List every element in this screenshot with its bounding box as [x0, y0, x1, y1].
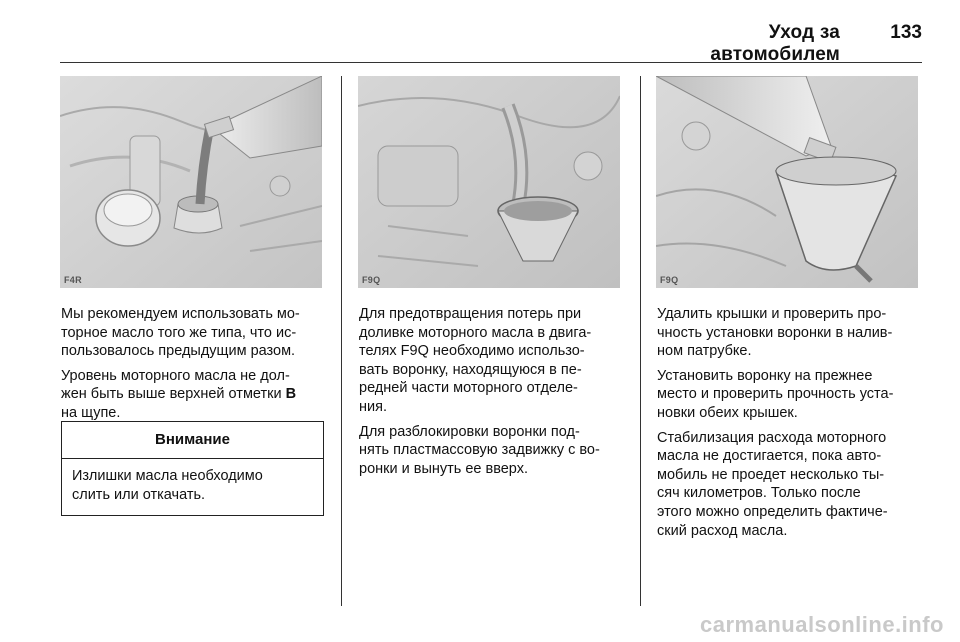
text-line: этого можно определить фактиче-	[657, 503, 888, 520]
paragraph	[359, 423, 631, 479]
text-line: Мы рекомендуем использовать мо-	[61, 306, 300, 322]
warning-title: Внимание	[62, 422, 323, 459]
column-divider	[341, 76, 342, 606]
text-line: Установить воронку на прежнее	[657, 367, 873, 384]
text-line: Удалить крышки и проверить про-	[657, 306, 887, 322]
text-line: новки обеих крышек.	[657, 404, 798, 421]
text-line: ния.	[359, 398, 387, 415]
text-line: слить или откачать.	[72, 486, 206, 503]
text-line: ронки и вынуть ее вверх.	[359, 460, 528, 477]
text-line: чность установки воронки в налив-	[657, 324, 893, 341]
text-line: нять пластмассовую задвижку с во-	[359, 442, 600, 459]
text-line: Для предотвращения потерь при	[359, 306, 582, 322]
illustration-funnel-location	[358, 76, 620, 288]
paragraph	[657, 429, 937, 541]
text-line: телях F9Q необходимо использо-	[359, 343, 585, 360]
illustration-funnel-pouring	[656, 76, 918, 288]
paragraph	[657, 305, 937, 361]
text-fragment: жен быть выше верхней отметки	[61, 386, 282, 403]
text-line: Излишки масла необходимо	[72, 468, 263, 484]
text-line: доливке моторного масла в двига-	[359, 324, 592, 341]
text-line: ном патрубке.	[657, 343, 752, 360]
text-line: Стабилизация расхода моторного	[657, 429, 887, 446]
text-line: ский расход масла.	[657, 522, 788, 539]
column-2-text	[359, 305, 631, 484]
text-line: мобиль не проедет несколько ты-	[657, 466, 885, 483]
watermark: carmanualsonline.info	[700, 612, 944, 637]
text-line: место и проверить прочность уста-	[657, 386, 894, 403]
text-line: пользовалось предыдущим разом.	[61, 343, 296, 360]
paragraph	[657, 367, 937, 423]
text-line: на щупе.	[61, 404, 121, 421]
text-line: торное масло того же типа, что ис-	[61, 324, 297, 341]
text-line: Для разблокировки воронки под-	[359, 423, 580, 440]
page-title: Уход за автомобилем	[710, 22, 840, 65]
paragraph	[61, 367, 331, 423]
mark-label: B	[285, 386, 297, 403]
text-line: сяч километров. Только после	[657, 485, 861, 502]
figure-code: F9Q	[660, 275, 679, 285]
illustration-oil-filling	[60, 76, 322, 288]
text-line: редней части моторного отделе-	[359, 380, 578, 397]
header-divider	[60, 62, 922, 63]
text-line: Уровень моторного масла не дол-	[61, 367, 290, 384]
column-1-text	[61, 305, 331, 429]
page-number: 133	[890, 22, 922, 43]
warning-body	[62, 459, 323, 512]
figure-code: F9Q	[362, 275, 381, 285]
paragraph	[359, 305, 631, 417]
column-divider	[640, 76, 641, 606]
warning-box	[61, 421, 324, 516]
figure-code: F4R	[64, 275, 82, 285]
text-line: масла не достигается, пока авто-	[657, 448, 882, 465]
column-3-text	[657, 305, 937, 546]
text-line: вать воронку, находящуюся в пе-	[359, 361, 582, 378]
paragraph	[61, 305, 331, 361]
text-line	[61, 385, 331, 404]
